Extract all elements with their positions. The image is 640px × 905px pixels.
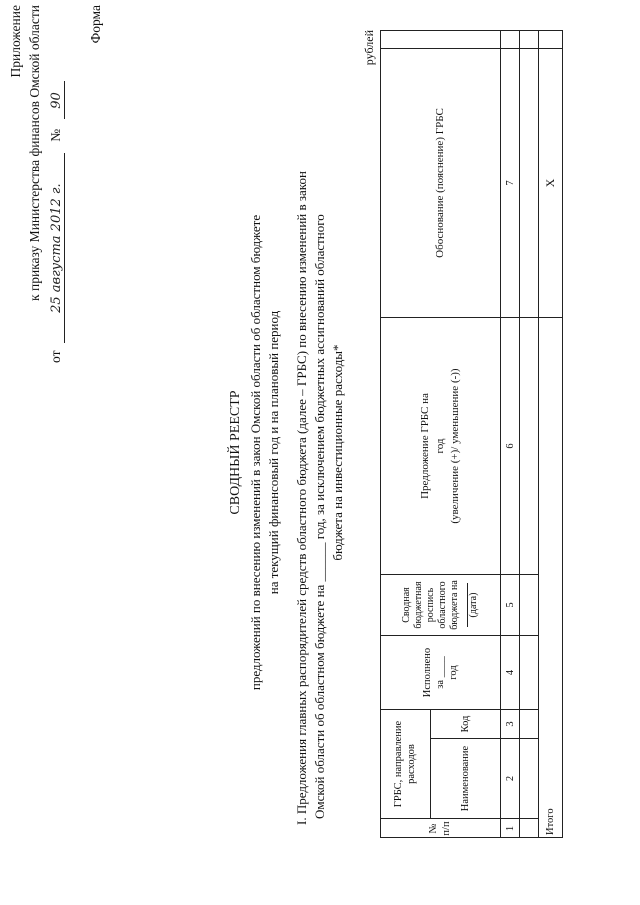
registry-title: СВОДНЫЙ РЕЕСТР — [228, 390, 243, 515]
header-name: Наименование — [460, 745, 471, 812]
from-label: от — [48, 350, 63, 363]
total-justification: Х — [543, 178, 557, 188]
header-justification: Обоснование (пояснение) ГРБС — [433, 108, 446, 258]
column-number-5: 5 — [504, 602, 516, 608]
registry-subtitle-line2: на текущий финансовый год и на плановый период — [266, 310, 281, 595]
order-date-handwritten: 25 августа 2012 г. — [49, 153, 65, 343]
section-heading-line3: бюджета на инвестиционные расходы* — [330, 344, 345, 561]
appendix-title: Приложение — [8, 5, 23, 78]
section-heading-line2: Омской области об областном бюджете на ______ год, за исключением бюджетных ассигнований областного — [312, 214, 327, 819]
form-label: Форма — [88, 5, 103, 44]
registry-subtitle-line1: предложений по внесению изменений в закон Омской области об областном бюджете — [248, 214, 263, 691]
registry-table — [380, 30, 563, 838]
section-heading-line1: I. Предложения главных распорядителей средств областного бюджета (далее – ГРБС) по внесению изменений в закон — [294, 171, 309, 825]
number-label: № — [48, 128, 63, 142]
currency-label: рублей — [362, 30, 376, 66]
order-line: к приказу Министерства финансов Омской области — [27, 5, 42, 301]
column-number-2: 2 — [504, 775, 516, 782]
table-row — [520, 30, 538, 838]
header-proposal: Предложение ГРБС на год (увеличение (+)/ уменьшение (-)) — [418, 368, 461, 524]
order-date-line — [48, 5, 65, 363]
order-number-handwritten: 90 — [49, 82, 65, 120]
column-number-6: 6 — [504, 443, 516, 449]
column-number-3: 3 — [504, 721, 516, 727]
column-number-7: 7 — [504, 180, 516, 186]
header-budget-schedule: Сводная бюджетная роспись областного бюджета на (дата) — [400, 580, 479, 630]
total-label: Итого — [545, 808, 556, 835]
header-grbs: ГРБС, направление расходов — [393, 720, 417, 808]
column-number-4: 4 — [504, 669, 516, 676]
column-number-1: 1 — [504, 825, 516, 832]
header-code: Код — [460, 715, 471, 733]
header-num: № п/п — [428, 821, 452, 836]
header-executed: Исполнено за ____ год — [421, 647, 459, 698]
